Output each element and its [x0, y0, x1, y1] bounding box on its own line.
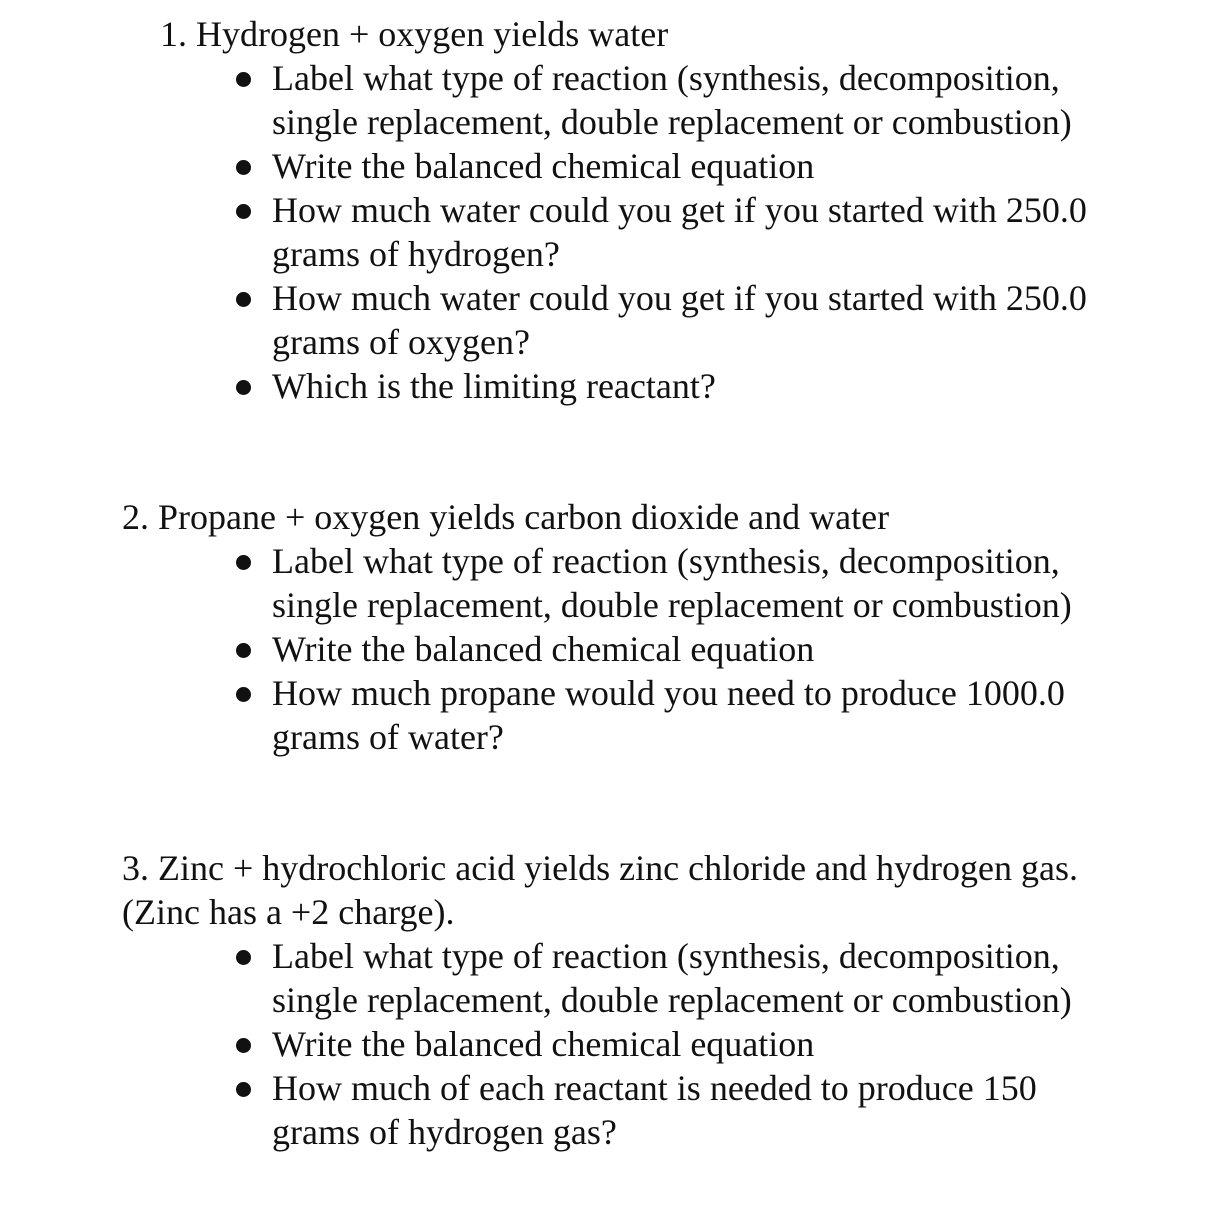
bullet-dot-icon: [236, 292, 251, 307]
bullet-dot-icon: [236, 687, 251, 702]
bullet-dot-icon: [236, 1082, 251, 1097]
bullet-item: [236, 144, 1102, 188]
bullet-dot-icon: [236, 160, 251, 175]
bullet-dot-icon: [236, 1038, 251, 1053]
bullet-item: [236, 1022, 1102, 1066]
bullet-item: [236, 934, 1102, 1022]
bullet-item: [236, 1066, 1102, 1154]
bullet-dot-icon: [236, 555, 251, 570]
bullet-text: Label what type of reaction (synthesis, decomposition, single replacement, double replacement or combustion): [272, 541, 1072, 625]
bullet-text: How much water could you get if you started with 250.0 grams of oxygen?: [272, 278, 1087, 362]
question-3-title: 3. Zinc + hydrochloric acid yields zinc chloride and hydrogen gas. (Zinc has a +2 charge).: [122, 848, 1079, 932]
bullet-item: [236, 364, 1102, 408]
bullet-text: Write the balanced chemical equation: [272, 629, 815, 669]
bullet-text: Write the balanced chemical equation: [272, 146, 815, 186]
bullet-text: How much propane would you need to produce 1000.0 grams of water?: [272, 673, 1065, 757]
bullet-item: [236, 539, 1102, 627]
bullet-item: [236, 188, 1102, 276]
bullet-text: Label what type of reaction (synthesis, decomposition, single replacement, double replacement or combustion): [272, 936, 1072, 1020]
bullet-dot-icon: [236, 380, 251, 395]
bullet-dot-icon: [236, 204, 251, 219]
bullet-dot-icon: [236, 72, 251, 87]
bullet-text: Label what type of reaction (synthesis, decomposition, single replacement, double replacement or combustion): [272, 58, 1072, 142]
bullet-text: How much of each reactant is needed to produce 150 grams of hydrogen gas?: [272, 1068, 1037, 1152]
bullet-text: How much water could you get if you started with 250.0 grams of hydrogen?: [272, 190, 1087, 274]
question-1-title: 1. Hydrogen + oxygen yields water: [160, 14, 669, 54]
question-1-bullets: [236, 56, 1102, 408]
bullet-dot-icon: [236, 950, 251, 965]
bullet-text: Which is the limiting reactant?: [272, 366, 716, 406]
bullet-item: [236, 276, 1102, 364]
bullet-text: Write the balanced chemical equation: [272, 1024, 815, 1064]
bullet-item: [236, 627, 1102, 671]
question-2-title: 2. Propane + oxygen yields carbon dioxide and water: [122, 497, 890, 537]
bullet-dot-icon: [236, 643, 251, 658]
question-3-bullets: [236, 934, 1102, 1154]
bullet-item: [236, 56, 1102, 144]
bullet-item: [236, 671, 1102, 759]
question-2-bullets: [236, 539, 1102, 759]
